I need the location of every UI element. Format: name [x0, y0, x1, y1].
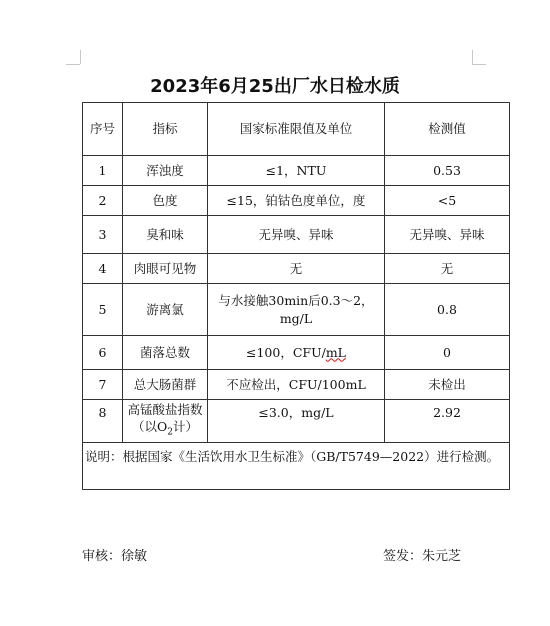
table-row: [83, 336, 510, 370]
table-row: [83, 156, 510, 186]
indicator-subscript: 2: [167, 427, 173, 438]
limit-unit-spellcheck: mL: [325, 344, 346, 360]
note-text: 说明：根据国家《生活饮用水卫生标准》（GB/T5749—2022）进行检测。: [83, 443, 510, 490]
row-value: 无异嗅、异味: [385, 216, 510, 254]
table-row: [83, 370, 510, 400]
row-limit: 不应检出，CFU/100mL: [208, 370, 385, 400]
note-row: [83, 443, 510, 490]
table-row: [83, 254, 510, 284]
row-value: 0.8: [385, 284, 510, 336]
row-indicator: 肉眼可见物: [123, 254, 208, 284]
document-title: 2023年6月25出厂水日检水质: [150, 76, 400, 97]
row-limit: [208, 336, 385, 370]
row-limit: 无: [208, 254, 385, 284]
reviewer-signature: 审核：徐敏: [82, 549, 148, 564]
indicator-post: 计）: [172, 418, 198, 434]
table-header-row: [83, 103, 510, 156]
table-row: [83, 284, 510, 336]
row-no: 4: [83, 254, 123, 284]
row-indicator: 总大肠菌群: [123, 370, 208, 400]
row-indicator: 菌落总数: [123, 336, 208, 370]
row-value: <5: [385, 186, 510, 216]
row-no: 6: [83, 336, 123, 370]
row-indicator: [123, 400, 208, 443]
row-limit: 与水接触30min后0.3～2，mg/L: [208, 284, 385, 336]
row-limit: 无异嗅、异味: [208, 216, 385, 254]
row-limit: ≤3.0，mg/L: [208, 400, 385, 443]
row-no: 7: [83, 370, 123, 400]
row-limit: ≤1，NTU: [208, 156, 385, 186]
header-value: 检测值: [385, 103, 510, 156]
row-no: 8: [83, 400, 123, 443]
header-no: 序号: [83, 103, 123, 156]
row-value: 2.92: [385, 400, 510, 443]
crop-mark: [472, 50, 473, 64]
indicator-pre: （以O: [132, 418, 168, 434]
header-indicator: 指标: [123, 103, 208, 156]
row-indicator: 游离氯: [123, 284, 208, 336]
crop-mark: [472, 64, 486, 65]
row-value: 0: [385, 336, 510, 370]
row-indicator: 浑浊度: [123, 156, 208, 186]
row-no: 1: [83, 156, 123, 186]
crop-mark: [66, 64, 80, 65]
row-limit: ≤15，铂钴色度单位，度: [208, 186, 385, 216]
row-indicator: 色度: [123, 186, 208, 216]
table-row: [83, 216, 510, 254]
row-value: 无: [385, 254, 510, 284]
row-value: 0.53: [385, 156, 510, 186]
limit-prefix: ≤100，CFU/: [246, 344, 326, 360]
header-limit: 国家标准限值及单位: [208, 103, 385, 156]
water-quality-table: [82, 102, 510, 490]
table-row: [83, 400, 510, 443]
row-indicator: 臭和味: [123, 216, 208, 254]
issuer-signature: 签发：朱元芝: [383, 549, 462, 564]
row-no: 3: [83, 216, 123, 254]
row-value: 未检出: [385, 370, 510, 400]
crop-mark: [80, 50, 81, 64]
row-no: 2: [83, 186, 123, 216]
table-row: [83, 186, 510, 216]
row-no: 5: [83, 284, 123, 336]
indicator-main: 高锰酸盐指数: [127, 401, 203, 417]
